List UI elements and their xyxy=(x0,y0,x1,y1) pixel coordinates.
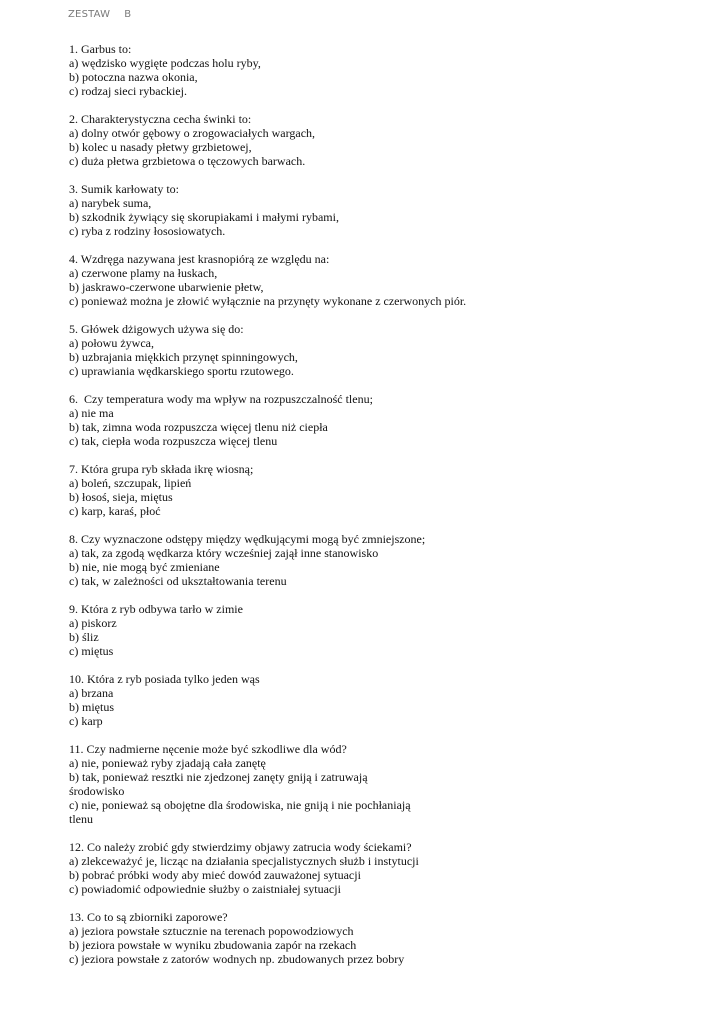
answer-option: c) ponieważ można je złowić wyłącznie na przynęty wykonane z czerwonych piór. xyxy=(69,294,467,308)
question-text: 7. Która grupa ryb składa ikrę wiosną; xyxy=(69,462,254,476)
answer-option: b) jeziora powstałe w wyniku zbudowania zapór na rzekach xyxy=(69,938,357,952)
answer-option: b) tak, ponieważ resztki nie zjedzonej zanęty gniją i zatruwają xyxy=(69,770,368,784)
answer-option: b) śliz xyxy=(69,630,99,644)
question-block xyxy=(69,322,709,378)
answer-option: a) połowu żywca, xyxy=(69,336,154,350)
answer-option: a) piskorz xyxy=(69,616,117,630)
answer-option: c) duża płetwa grzbietowa o tęczowych barwach. xyxy=(69,154,306,168)
question-text: 4. Wzdręga nazywana jest krasnopiórą ze względu na: xyxy=(69,252,330,266)
answer-option: c) tak, w zależności od ukształtowania terenu xyxy=(69,574,287,588)
quiz-content xyxy=(69,42,709,980)
answer-option: a) narybek suma, xyxy=(69,196,152,210)
question-text: 1. Garbus to: xyxy=(69,42,132,56)
question-text: 10. Która z ryb posiada tylko jeden wąs xyxy=(69,672,260,686)
question-block xyxy=(69,532,709,588)
answer-option: tlenu xyxy=(69,812,93,826)
answer-option: c) rodzaj sieci rybackiej. xyxy=(69,84,187,98)
question-text: 11. Czy nadmierne nęcenie może być szkodliwe dla wód? xyxy=(69,742,347,756)
question-text: 6. Czy temperatura wody ma wpływ na rozpuszczalność tlenu; xyxy=(69,392,373,406)
question-text: 3. Sumik karłowaty to: xyxy=(69,182,179,196)
question-text: 13. Co to są zbiorniki zaporowe? xyxy=(69,910,228,924)
answer-option: b) szkodnik żywiący się skorupiakami i małymi rybami, xyxy=(69,210,339,224)
answer-option: c) jeziora powstałe z zatorów wodnych np. zbudowanych przez bobry xyxy=(69,952,405,966)
question-block xyxy=(69,462,709,518)
answer-option: a) czerwone plamy na łuskach, xyxy=(69,266,218,280)
answer-option: c) karp, karaś, płoć xyxy=(69,504,161,518)
answer-option: a) boleń, szczupak, lipień xyxy=(69,476,192,490)
answer-option: a) tak, za zgodą wędkarza który wcześniej zajął inne stanowisko xyxy=(69,546,379,560)
question-block xyxy=(69,742,709,826)
answer-option: b) tak, zimna woda rozpuszcza więcej tlenu niż ciepła xyxy=(69,420,328,434)
question-text: 8. Czy wyznaczone odstępy między wędkującymi mogą być zmniejszone; xyxy=(69,532,426,546)
answer-option: c) powiadomić odpowiednie służby o zaistniałej sytuacji xyxy=(69,882,341,896)
answer-option: b) nie, nie mogą być zmieniane xyxy=(69,560,220,574)
answer-option: b) potoczna nazwa okonia, xyxy=(69,70,198,84)
answer-option: a) zlekceważyć je, licząc na działania specjalistycznych służb i instytucji xyxy=(69,854,419,868)
answer-option: b) jaskrawo-czerwone ubarwienie płetw, xyxy=(69,280,264,294)
answer-option: a) wędzisko wygięte podczas holu ryby, xyxy=(69,56,261,70)
header-variant: B xyxy=(124,9,132,20)
answer-option: c) miętus xyxy=(69,644,114,658)
question-text: 2. Charakterystyczna cecha świnki to: xyxy=(69,112,252,126)
answer-option: a) jeziora powstałe sztucznie na terenach popowodziowych xyxy=(69,924,354,938)
question-block xyxy=(69,182,709,238)
answer-option: a) dolny otwór gębowy o zrogowaciałych wargach, xyxy=(69,126,316,140)
answer-option: b) łosoś, sieja, miętus xyxy=(69,490,173,504)
answer-option: c) karp xyxy=(69,714,103,728)
question-block xyxy=(69,112,709,168)
question-block xyxy=(69,252,709,308)
question-text: 5. Główek dżigowych używa się do: xyxy=(69,322,244,336)
question-block xyxy=(69,840,709,896)
question-block xyxy=(69,42,709,98)
question-block xyxy=(69,392,709,448)
answer-option: a) nie, ponieważ ryby zjadają cała zanętę xyxy=(69,756,266,770)
answer-option: b) kolec u nasady płetwy grzbietowej, xyxy=(69,140,252,154)
answer-option: środowisko xyxy=(69,784,125,798)
answer-option: c) tak, ciepła woda rozpuszcza więcej tlenu xyxy=(69,434,278,448)
question-block xyxy=(69,672,709,728)
answer-option: c) uprawiania wędkarskiego sportu rzutowego. xyxy=(69,364,294,378)
question-block xyxy=(69,910,709,966)
header-title: ZESTAW xyxy=(68,9,111,20)
question-block xyxy=(69,602,709,658)
answer-option: b) uzbrajania miękkich przynęt spinningowych, xyxy=(69,350,298,364)
answer-option: b) pobrać próbki wody aby mieć dowód zauważonej sytuacji xyxy=(69,868,361,882)
page-header xyxy=(68,9,131,20)
answer-option: c) ryba z rodziny łososiowatych. xyxy=(69,224,226,238)
answer-option: a) nie ma xyxy=(69,406,114,420)
question-text: 9. Która z ryb odbywa tarło w zimie xyxy=(69,602,243,616)
question-text: 12. Co należy zrobić gdy stwierdzimy objawy zatrucia wody ściekami? xyxy=(69,840,412,854)
answer-option: c) nie, ponieważ są obojętne dla środowiska, nie gniją i nie pochłaniają xyxy=(69,798,411,812)
answer-option: a) brzana xyxy=(69,686,114,700)
answer-option: b) miętus xyxy=(69,700,114,714)
